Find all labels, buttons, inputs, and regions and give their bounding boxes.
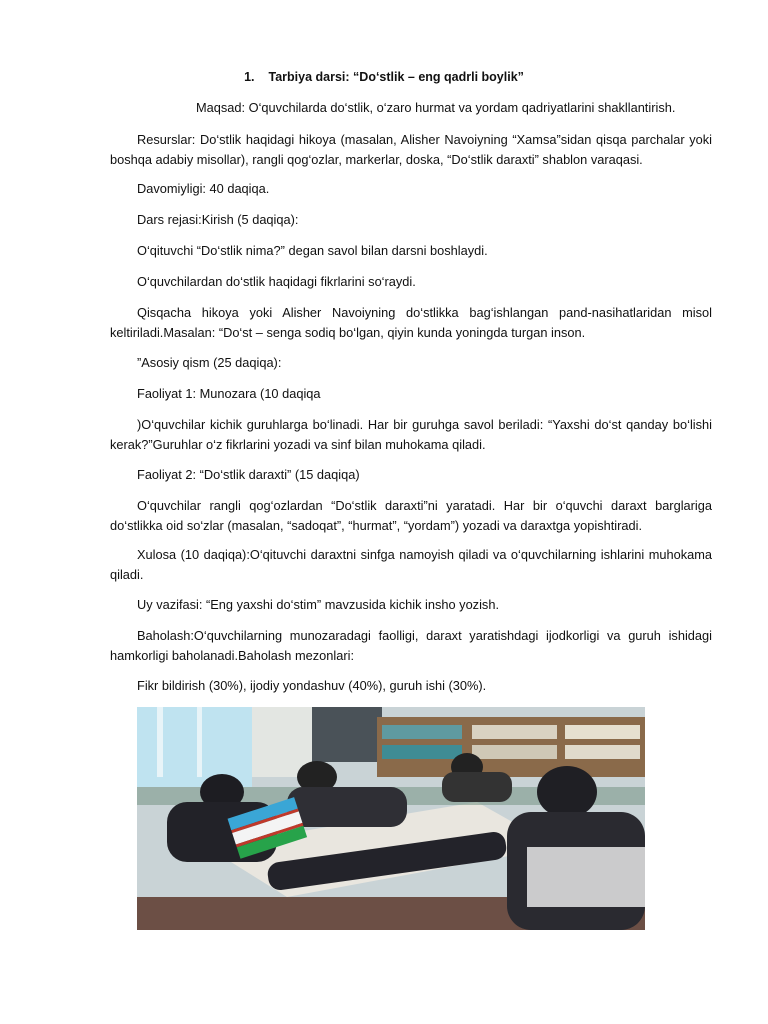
- paragraph-plan: [110, 210, 712, 230]
- paragraph-text: Xulosa (10 daqiqa):O‘qituvchi daraxtni sinfga namoyish qiladi va o‘quvchilarning ishlarini muhokama qiladi.: [110, 547, 712, 582]
- paragraph-duration: [110, 179, 712, 199]
- paragraph-text: Dars rejasi:Kirish (5 daqiqa):: [137, 212, 299, 227]
- paragraph-resources: [110, 130, 712, 169]
- paragraph-text: O‘quvchilardan do‘stlik haqidagi fikrlarini so‘raydi.: [137, 274, 416, 289]
- paragraph-text: Resurslar: Do‘stlik haqidagi hikoya (masalan, Alisher Navoiyning “Xamsa”sidan qisqa parchalar yoki boshqa adabiy misollar), rangli qog‘ozlar, markerlar, doska, “Do‘stlik daraxti” shablon varaqasi.: [110, 132, 712, 167]
- classroom-photo: [137, 707, 645, 930]
- title-text: Tarbiya darsi: “Do‘stlik – eng qadrli boylik”: [268, 70, 524, 84]
- title-number: 1.: [244, 70, 255, 84]
- paragraph-goal: [196, 98, 716, 118]
- paragraph-groups: [110, 415, 712, 454]
- paragraph-text: Maqsad: O‘quvchilarda do‘stlik, o‘zaro hurmat va yordam qadriyatlarini shakllantirish.: [196, 100, 676, 115]
- paragraph-text: Fikr bildirish (30%), ijodiy yondashuv (40%), guruh ishi (30%).: [137, 678, 487, 693]
- paragraph-text: O‘quvchilar rangli qog‘ozlardan “Do‘stlik daraxti”ni yaratadi. Har bir o‘quvchi daraxt barglariga do‘stlikka oid so‘zlar (masalan, “sadoqat”, “hurmat”, “yordam”) yozadi va daraxtga yopishtiradi.: [110, 498, 712, 533]
- paragraph-text: Faoliyat 1: Munozara (10 daqiqa: [137, 386, 321, 401]
- paragraph-students-opinion: [110, 272, 712, 292]
- paragraph-teacher-question: [110, 241, 712, 261]
- paragraph-story: [110, 303, 712, 342]
- paragraph-text: Qisqacha hikoya yoki Alisher Navoiyning do‘stlikka bag‘ishlangan pand-nasihatlaridan misol keltiriladi.Masalan: “Do‘st – senga sodiq bo‘lgan, qiyin kunda yoningda turgan inson.: [110, 305, 712, 340]
- paragraph-activity-2: [110, 465, 712, 485]
- paragraph-text: O‘qituvchi “Do‘stlik nima?” degan savol bilan darsni boshlaydi.: [137, 243, 488, 258]
- paragraph-activity-1: [110, 384, 712, 404]
- paragraph-text: Baholash:O‘quvchilarning munozaradagi faolligi, daraxt yaratishdagi ijodkorligi va guruh ishidagi hamkorligi baholanadi.Baholash mezonlari:: [110, 628, 712, 663]
- paragraph-friendship-tree: [110, 496, 712, 535]
- paragraph-conclusion: [110, 545, 712, 584]
- paragraph-main-part: [110, 353, 712, 373]
- paragraph-assessment: [110, 626, 712, 665]
- lesson-title: [0, 68, 768, 86]
- paragraph-text: Uy vazifasi: “Eng yaxshi do‘stim” mavzusida kichik insho yozish.: [137, 597, 499, 612]
- paragraph-text: Faoliyat 2: “Do‘stlik daraxti” (15 daqiqa): [137, 467, 360, 482]
- paragraph-text: )O‘quvchilar kichik guruhlarga bo‘linadi. Har bir guruhga savol beriladi: “Yaxshi do‘st qanday bo‘lishi kerak?”Guruhlar o‘z fikrlarini yozadi va sinf bilan muhokama qiladi.: [110, 417, 712, 452]
- paragraph-text: ”Asosiy qism (25 daqiqa):: [137, 355, 282, 370]
- paragraph-homework: [110, 595, 712, 615]
- paragraph-text: Davomiyligi: 40 daqiqa.: [137, 181, 270, 196]
- paragraph-criteria: [110, 676, 712, 696]
